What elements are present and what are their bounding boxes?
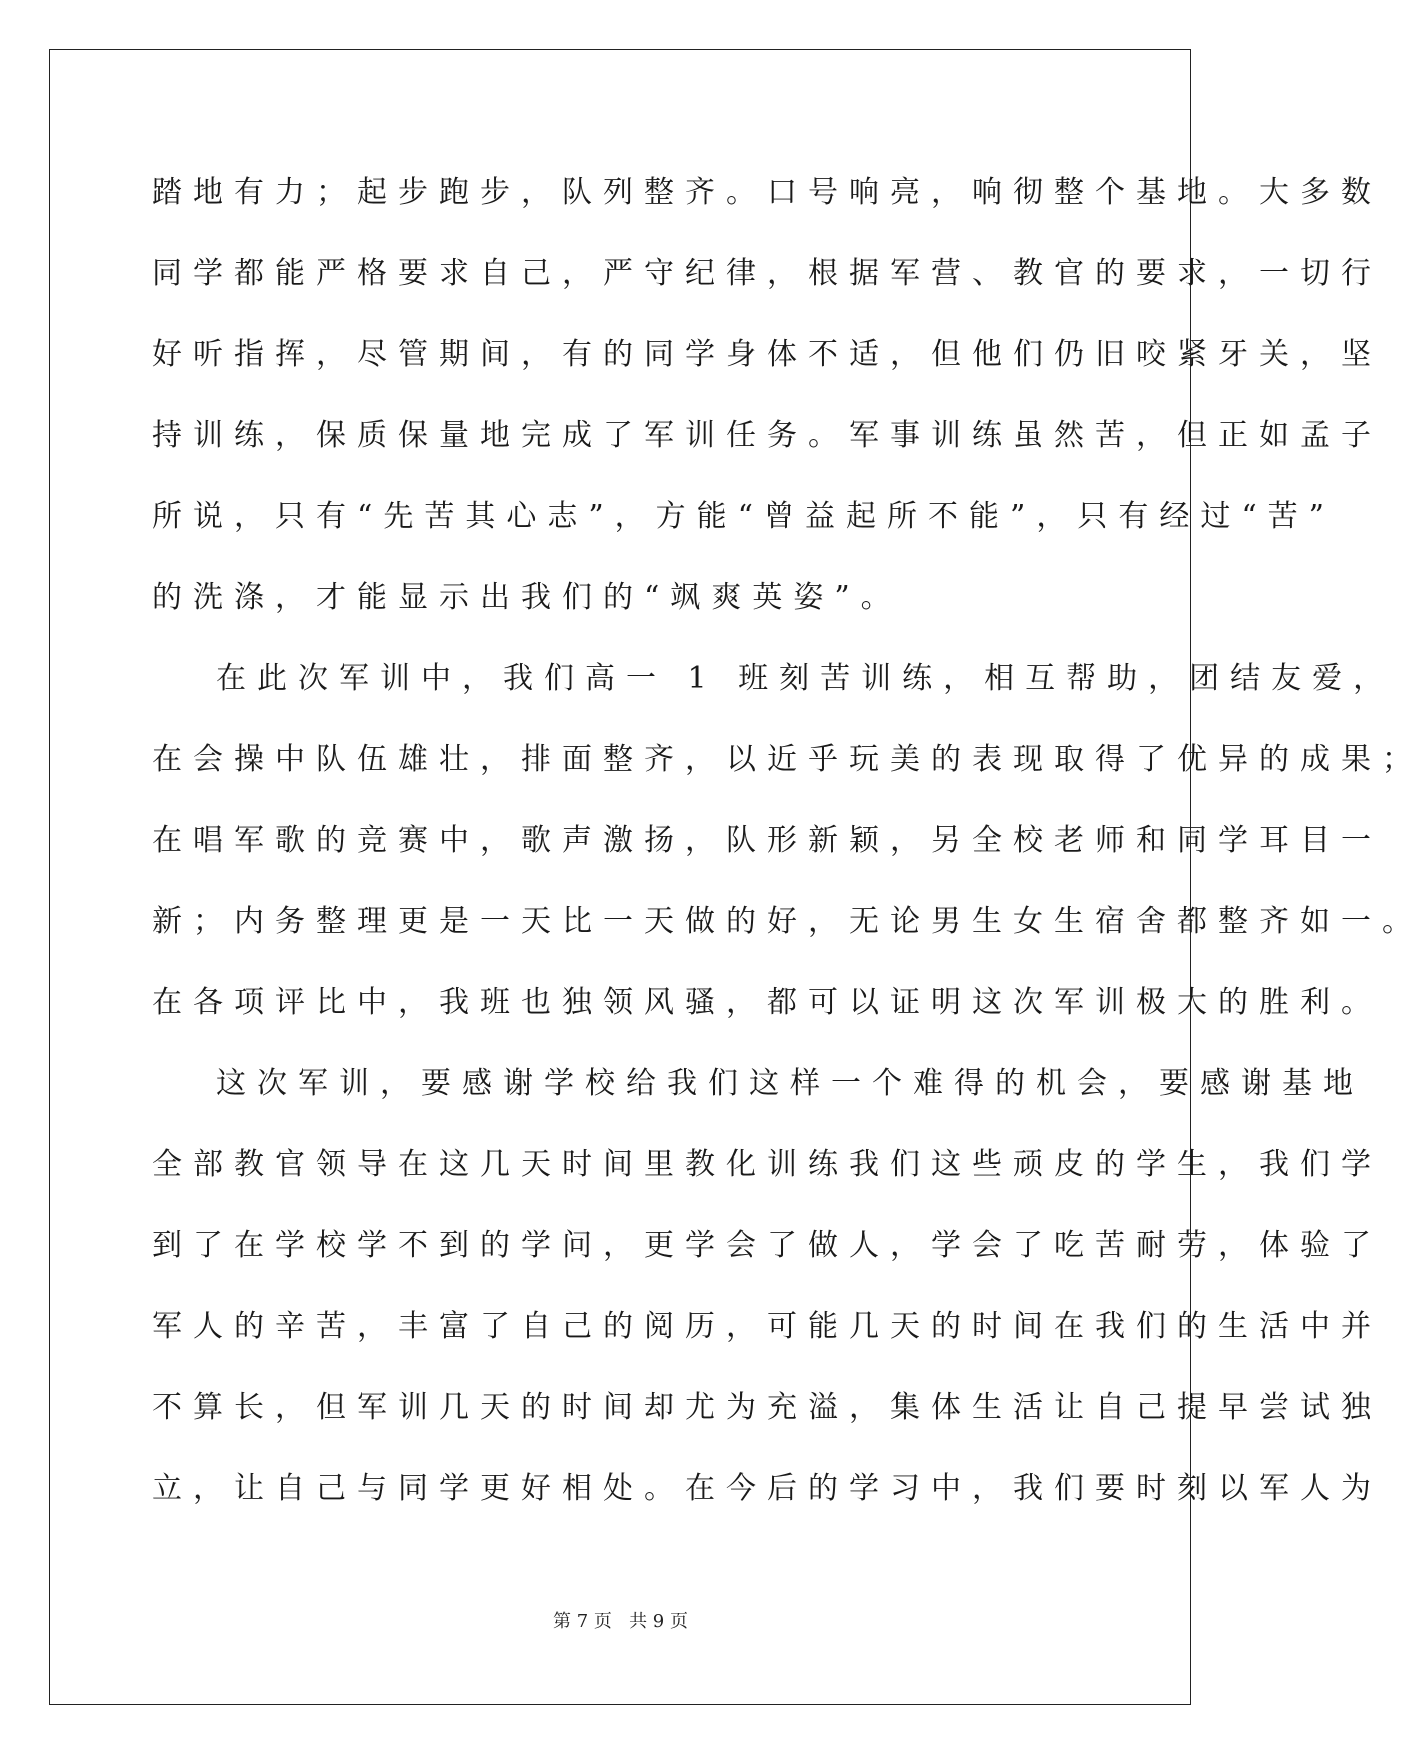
text-line-8: 在会操中队伍雄壮，排面整齐，以近乎玩美的表现取得了优异的成果；: [152, 742, 1423, 777]
text-line-4: 持训练，保质保量地完成了军训任务。军事训练虽然苦，但正如孟子: [152, 418, 1382, 453]
document-body: [152, 152, 1423, 1529]
text-line-5: 所说，只有“先苦其心志”，方能“曾益起所不能”，只有经过“苦”: [152, 499, 1336, 534]
text-line-15: 军人的辛苦，丰富了自己的阅历，可能几天的时间在我们的生活中并: [152, 1309, 1382, 1344]
text-line-11: 在各项评比中，我班也独领风骚，都可以证明这次军训极大的胜利。: [152, 985, 1382, 1020]
page-number-footer: 第 7 页 共 9 页: [553, 1611, 688, 1632]
text-line-13: 全部教官领导在这几天时间里教化训练我们这些顽皮的学生，我们学: [152, 1147, 1382, 1182]
text-line-3: 好听指挥，尽管期间，有的同学身体不适，但他们仍旧咬紧牙关，坚: [152, 337, 1382, 372]
text-line-17: 立，让自己与同学更好相处。在今后的学习中，我们要时刻以军人为: [152, 1471, 1382, 1506]
text-line-14: 到了在学校学不到的学问，更学会了做人，学会了吃苦耐劳，体验了: [152, 1228, 1382, 1263]
text-line-1: 踏地有力；起步跑步，队列整齐。口号响亮，响彻整个基地。大多数: [152, 175, 1382, 210]
text-line-6: 的洗涤，才能显示出我们的“飒爽英姿”。: [152, 580, 902, 615]
text-line-16: 不算长，但军训几天的时间却尤为充溢，集体生活让自己提早尝试独: [152, 1390, 1382, 1425]
text-line-12: 这次军训，要感谢学校给我们这样一个难得的机会，要感谢基地: [216, 1066, 1364, 1101]
text-line-9: 在唱军歌的竞赛中，歌声激扬，队形新颖，另全校老师和同学耳目一: [152, 823, 1382, 858]
text-line-10: 新；内务整理更是一天比一天做的好，无论男生女生宿舍都整齐如一。: [152, 904, 1423, 939]
text-line-2: 同学都能严格要求自己，严守纪律，根据军营、教官的要求，一切行: [152, 256, 1382, 291]
text-line-7: 在此次军训中，我们高一 1 班刻苦训练，相互帮助，团结友爱，: [216, 661, 1395, 696]
